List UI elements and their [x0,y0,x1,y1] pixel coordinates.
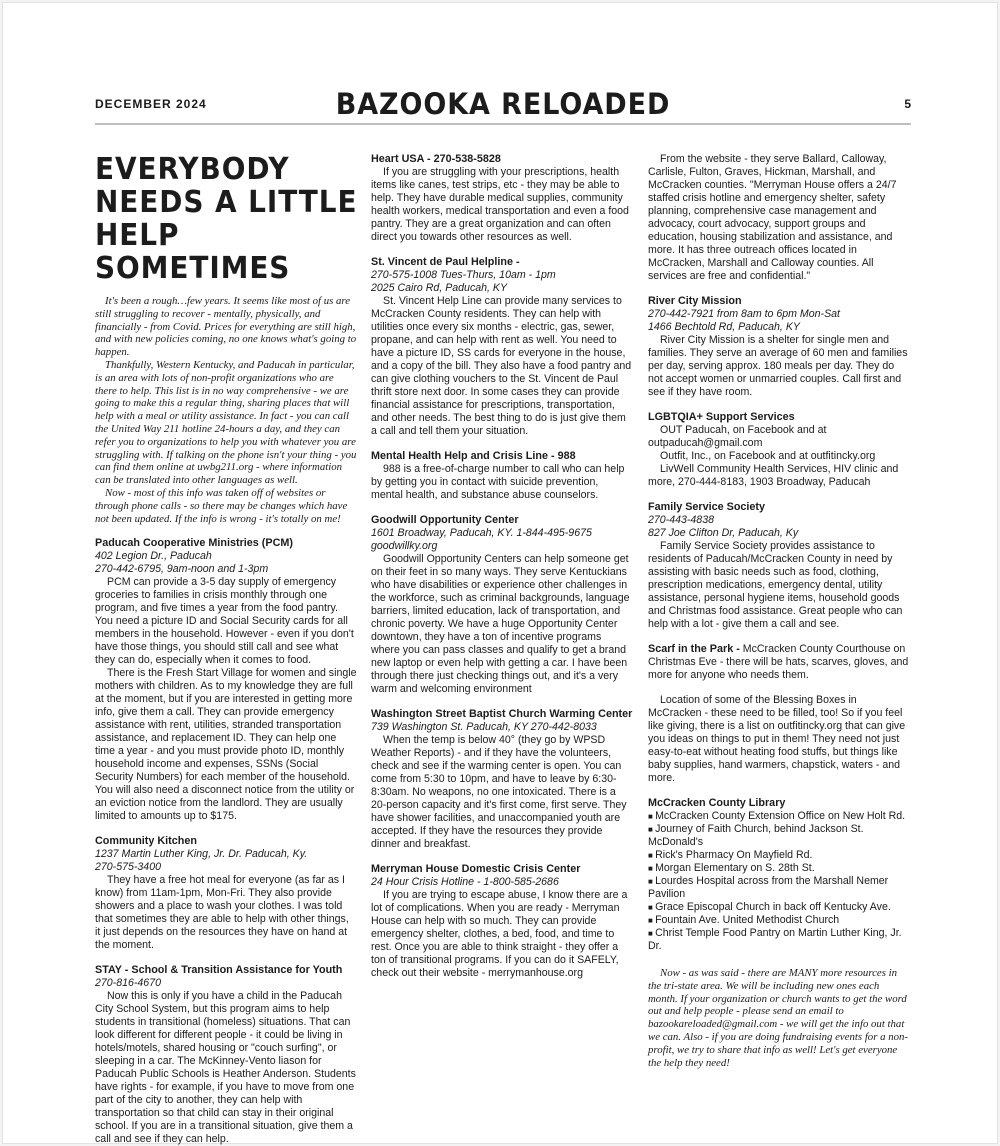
resource-website: goodwillky.org [371,540,438,552]
scarf-in-the-park [648,643,910,785]
list-item: ■ Rick's Pharmacy On Mayfield Rd. [648,849,910,862]
resource-phone: 24 Hour Crisis Hotline - 1-800-585-2686 [371,876,559,888]
resource-continuation [648,153,910,283]
resource-phone: 270-442-7921 from 8am to 6pm Mon-Sat [648,308,840,320]
resource-text: St. Vincent Help Line can provide many services to McCracken County residents. They can help with utilities once every six months - electric, gas, sewer, propane, and can help with rent as well. You need to have a picture ID, SS cards for everyone in the house, and a copy of the bill. They also have a food pantry and can give clothing vouchers to the St. Vincent de Paul thrift store next door. In some cases they can provide financial assistance for prescriptions, transportation, and other needs. The best thing to do is just give them a call and tell them your situation. [371,295,632,437]
resource-section [648,295,910,399]
resource-title: Paducah Cooperative Ministries (PCM) [95,537,293,550]
resource-address: 1601 Broadway, Paducah, KY. 1-844-495-9675 [371,527,592,539]
library-title: McCracken County Library [648,797,786,809]
resource-address: 827 Joe Clifton Dr, Paducah, Ky [648,527,799,539]
resource-phone: 270-575-3400 [95,861,161,874]
resource-text: 988 is a free-of-charge number to call who can help by getting you in contact with suicide prevention, mental health, and substance abuse counselors. [371,463,625,501]
resource-address: 1466 Bechtold Rd, Paducah, KY [648,321,800,333]
resource-section [371,256,633,438]
resource-text: When the temp is below 40° (they go by WPSD Weather Reports) - and if they have the volunteers, check and see if the warming center is open. You can come from 5:30 to 10pm, and have to leave by 6:30-8:30am. No weapons, no one intoxicated. There is a 20-person capacity and it's first come, first serve. They have shower facilities, and unaccompanied youth are accepted. If they have the resources they provide dinner and breakfast. [371,734,627,850]
resource-title: Mental Health Help and Crisis Line - 988 [371,450,576,462]
resource-text: From the website - they serve Ballard, Calloway, Carlisle, Fulton, Graves, Hickman, Marshall, and McCracken counties. "Merryman House offers a 24/7 staffed crisis hotline and emergency shelter, safety planning, comprehensive case management and advocacy, court advocacy, support groups and education, housing stabilization and assistance, and more. It has three outreach offices located in McCracken, Marshall and Calloway counties. All services are free and confidential." [648,153,897,282]
resource-text: River City Mission is a shelter for single men and families. They serve an average of 60 men and families per day, serving approx. 180 meals per day. They do not accept women or unmarried couples. Call first and see if they have room. [648,334,908,398]
list-item: ■ Journey of Faith Church, behind Jackson St. McDonald's [648,823,910,849]
resource-title: St. Vincent de Paul Helpline - [371,256,520,268]
resource-section [648,411,910,489]
newspaper-page [2,2,998,1144]
article-intro [95,295,357,525]
list-item: ■ Christ Temple Food Pantry on Martin Luther King, Jr. Dr. [648,927,910,953]
closing-note: Now - as was said - there are MANY more resources in the tri-state area. We will be including new ones each month. If your organization or church wants to get the word out and help people - please send an email to bazookareloaded@gmail.com - we will get the info out that we can. Also - if you are doing fundraising events for a non-profit, we try to share that info as well! Let's get everyone the help they need! [648,967,909,1069]
resource-text: OUT Paducah, on Facebook and at outpaducah@gmail.com [648,424,827,449]
resource-title: LGBTQIA+ Support Services [648,411,795,423]
intro-paragraph: Thankfully, Western Kentucky, and Paducah in particular, is an area with lots of non-profit organizations who are there to help. This list is in no way comprehensive - we are going to make this a regular thing, sharing places that will help with a meal or utility assistance. In fact - you can call the United Way 211 hotline 24-hours a day, and they can refer you to organizations to help you with whatever you are struggling with. If talking on the phone isn't your thing - you can find them online at uwbg211.org - where information can be translated into other languages as well. [95,358,357,487]
scarf-title: Scarf in the Park - [648,643,740,655]
resource-text: If you are struggling with your prescriptions, health items like canes, test strips, etc - they may be able to help. They have durable medical supplies, community health workers, medical transportation and even a food pantry. They are a great organization and can often direct you towards other resources as well. [371,166,629,243]
resource-text: They have a free hot meal for everyone (as far as I know) from 11am-1pm, Mon-Fri. They also provide showers and a place to wash your clothes. I was told that sometimes they are able to help with other things, it just depends on the resources they have on hand at the moment. [95,874,349,952]
scarf-text: McCracken County Courthouse on Christmas Eve - there will be hats, scarves, gloves, and more for anyone who needs them. [648,643,909,681]
resource-text: If you are trying to escape abuse, I know there are a lot of complications. When you are ready - Merryman House can help with so much. They can provide emergency shelter, clothes, a bed, food, and time to rest. Once you are able to think straight - they offer a ton of transitional programs. If you can do it SAFELY, check out their website - merrymanhouse.org [371,889,628,979]
list-item: ■ Fountain Ave. United Methodist Church [648,914,910,927]
resource-text: Goodwill Opportunity Centers can help someone get on their feet in so many ways. They serve Kentuckians who have disabilities or experience other challenges in the workforce, such as criminal backgrounds, language barriers, limited education, lack of transportation, and chronic poverty. We have a huge Opportunity Center downtown, they have a ton of incentive programs where you can pass classes and qualify to get a brand new laptop or even help with getting a car. I have been through there just checking things out, and it's a very warm and welcoming environment [371,553,630,695]
column-1 [95,153,357,1146]
blessing-boxes-text: Location of some of the Blessing Boxes in McCracken - these need to be filled, too! So if you feel like giving, there is a list on outfitincky.org that can give you ideas on things to put in them! They need not just easy-to-eat without heating food stuffs, but things like baby supplies, hand warmers, chapstick, waters - and more. [648,694,906,784]
resource-text: There is the Fresh Start Village for women and single mothers with children. As to my knowledge they are full at the moment, but if you are interested in getting more info, give them a call. They can provide emergency assistance with rent, utilities, stranded transportation assistance, and replacement ID. They can help one time a year - and you must provide photo ID, monthly household income and expenses, SSNs (Social Security Numbers) for each member of the household. You will also need a disconnect notice from the utility or an eviction notice from the landlord. They are usually limited to amounts up to $175. [95,667,357,823]
resource-text: Now this is only if you have a child in the Paducah City School System, but this program aims to help students in transitional (homeless) situations. That can look different for different people - it could be living in hotels/motels, shared housing or "couch surfing", or sleeping in a car. The McKinney-Vento liason for Paducah Public Schools is Heather Anderson. Students have rights - for example, if you have to move from one part of the city to another, they can help with transportation so that child can stay in their original school. If you are in a transitional situation, give them a call and see if they can help. [95,990,356,1146]
intro-paragraph: It's been a rough…few years. It seems like most of us are still struggling to recover - mentally, physically, and financially - from Covid. Prices for everything are still high, and with new policies coming, no one knows what's going to happen. [95,295,357,359]
resource-address: 2025 Cairo Rd, Paducah, KY [371,282,508,294]
resource-title: STAY - School & Transition Assistance for Youth [95,964,343,977]
resource-section [371,708,633,851]
column-3 [648,153,910,1080]
page-header [95,87,911,125]
list-item: ■ Lourdes Hospital across from the Marshall Nemer Pavilion [648,875,910,901]
resource-address: 739 Washington St. Paducah, KY 270-442-8033 [371,721,597,733]
column-2 [371,153,633,980]
page-number: 5 [904,97,911,111]
article-headline: EVERYBODY NEEDS A LITTLE HELP SOMETIMES [95,152,358,286]
resource-title: River City Mission [648,295,742,307]
intro-paragraph: Now - most of this info was taken off of websites or through phone calls - so there may be changes which have not been updated. If the info is wrong - it's totally on me! [95,486,348,525]
resource-title: Family Service Society [648,501,766,513]
resource-section [371,863,633,980]
resource-text: PCM can provide a 3-5 day supply of emergency groceries to families in crisis monthly through one program, and five times a year from the food pantry. You need a picture ID and Social Security cards for all members in the household. However - even if you don't have those things, you should still call and see what they can do, especially when it comes to food. [95,576,354,667]
resource-section [371,450,633,502]
publication-title: BAZOOKA RELOADED [335,87,671,121]
resource-title: Merryman House Domestic Crisis Center [371,863,581,875]
resource-phone: 270-442-6795, 9am-noon and 1-3pm [95,563,269,576]
resource-address: 1237 Martin Luther King, Jr. Dr. Paducah, Ky. [95,848,308,861]
resource-section [371,153,633,244]
resource-title: Heart USA - 270-538-5828 [371,153,501,165]
resource-section [648,501,910,631]
resource-text: Family Service Society provides assistance to residents of Paducah/McCracken County in need by assisting with basic needs such as food, clothing, prescription medications, emergency dental, utility assistance, personal hygiene items, household goods and Christmas food assistance. Great people who can help with a lot - give them a call and see. [648,540,903,630]
resource-phone: 270-816-4670 [95,977,161,990]
resource-section [95,537,357,823]
resource-title: Community Kitchen [95,835,197,848]
resource-title: Washington Street Baptist Church Warming Center [371,708,633,720]
library-section [648,797,910,953]
resource-phone: 270-575-1008 Tues-Thurs, 10am - 1pm [371,269,556,281]
list-item: ■ Morgan Elementary on S. 28th St. [648,862,910,875]
resource-text: Outfit, Inc., on Facebook and at outfitincky.org [660,450,876,462]
resource-address: 402 Legion Dr., Paducah [95,550,212,563]
resource-section [95,964,357,1146]
issue-date: DECEMBER 2024 [95,97,207,111]
list-item: ■ Grace Episcopal Church in back off Kentucky Ave. [648,901,910,914]
list-item: ■ McCracken County Extension Office on New Holt Rd. [648,810,910,823]
blessing-box-list [648,810,910,953]
resource-section [371,514,633,696]
resource-phone: 270-443-4838 [648,514,714,526]
resource-title: Goodwill Opportunity Center [371,514,519,526]
resource-section [95,835,357,952]
resource-text: LivWell Community Health Services, HIV clinic and more, 270-444-8183, 1903 Broadway, Paducah [648,463,899,488]
